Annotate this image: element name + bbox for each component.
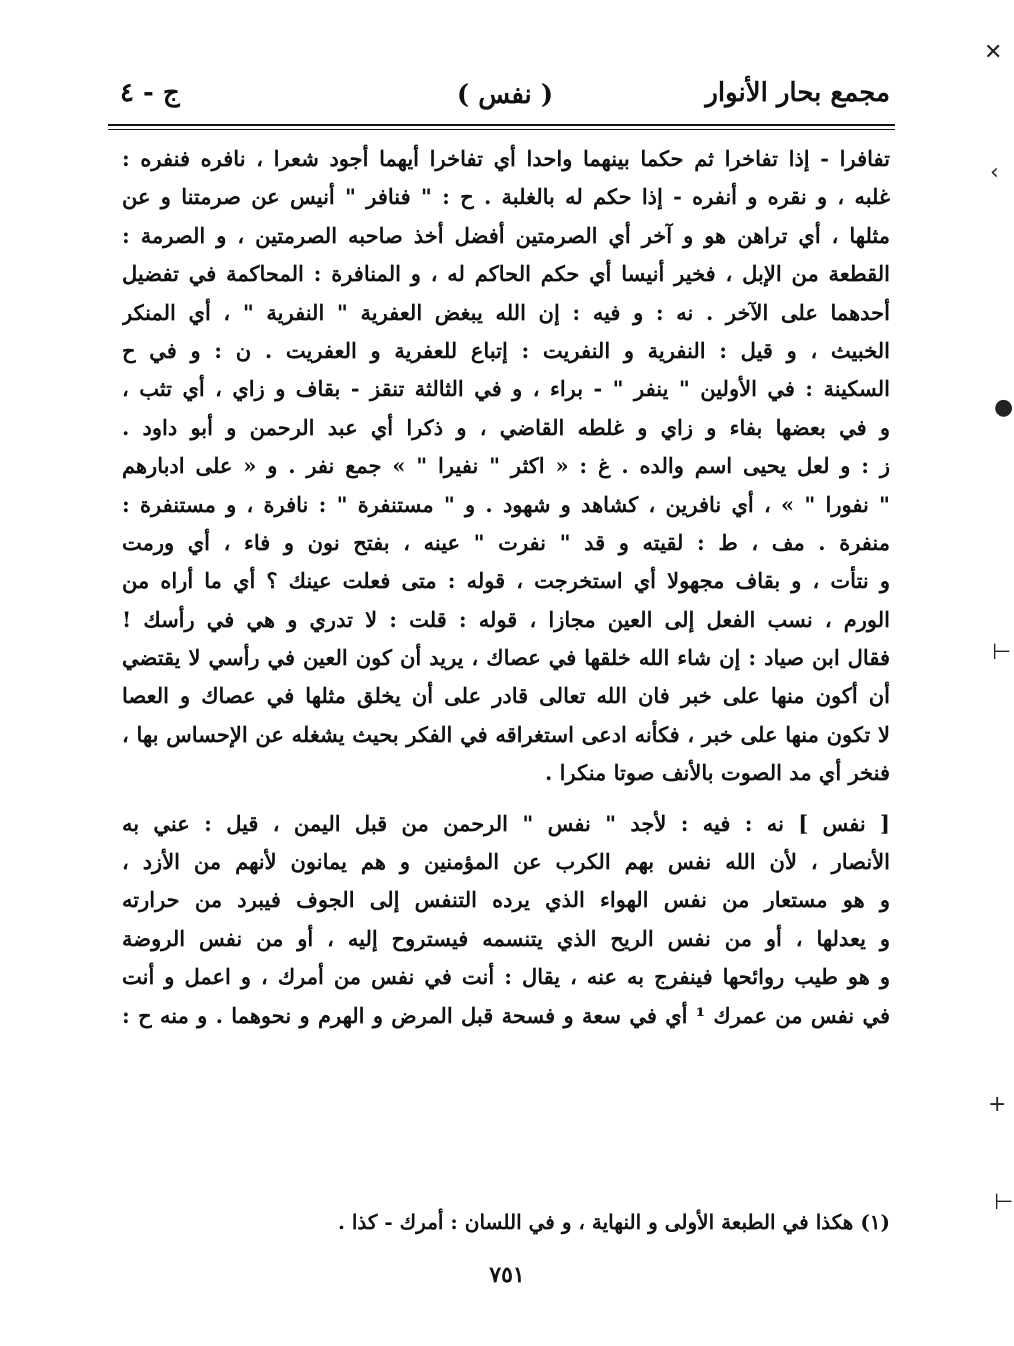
text-line: القطعة من الإبل ، فخير أنيسا أي حكم الحاكم له ، و المنافرة : المحاكمة في تفضيل	[122, 261, 890, 287]
text-line: أحدهما على الآخر . نه : و فيه : إن الله يبغض العفرية " النفرية " ، أي المنكر	[122, 299, 890, 325]
footnote: (١) هكذا في الطبعة الأولى و النهاية ، و في اللسان : أمرك - كذا .	[337, 1210, 890, 1234]
text-line: و في بعضها بفاء و زاي و غلطه القاضي ، و ذكرا أي عبد الرحمن و أبو داود .	[122, 414, 890, 440]
text-line: تفافرا - إذا تفاخرا ثم حكما بينهما واحدا أي تفاخرا أيهما أجود شعرا ، نافره فنفره :	[122, 146, 890, 171]
text-line: منفرة . مف ، ط : لقيته و قد " نفرت " عينه ، بفتح نون و فاء ، أي ورمت	[122, 529, 890, 555]
text-line: و هو مستعار من نفس الهواء الذي يرده التنفس إلى الجوف فيبرد من حرارته	[122, 887, 890, 913]
entry-heading: ( نفس )	[456, 80, 554, 110]
margin-tick-mark: ⊢	[992, 640, 1012, 665]
text-line: فقال ابن صياد : إن شاء الله خلقها في عصاك ، يريد أن كون العين في رأسي لا يقتضي	[122, 645, 890, 671]
text-line: فنخر أي مد الصوت بالأنف صوتا منكرا .	[545, 760, 890, 786]
body-text	[122, 140, 890, 1035]
book-title: مجمع بحار الأنوار	[705, 78, 890, 108]
page-number: ٧٥١	[489, 1262, 525, 1288]
text-line: [ نفس ] نه : فيه : لأجد " نفس " الرحمن من قبل اليمن ، قيل : عني به	[122, 810, 890, 836]
text-line: " نفورا " » ، أي نافرين ، كشاهد و شهود . و " مستنفرة " : نافرة ، و مستنفرة :	[122, 491, 890, 517]
margin-plus-mark: +	[988, 1092, 1007, 1117]
text-line: لا تكون منها على خبر ، فكأنه ادعى استغراقه في الفكر بحيث يشغله عن الإحساس بها ،	[122, 721, 890, 747]
text-line: و هو طيب روائحها فينفرج به عنه ، يقال : أنت في نفس من أمرك ، و اعمل و أنت	[122, 964, 890, 990]
header-rule-thick	[108, 124, 895, 126]
text-line: الأنصار ، لأن الله نفس بهم الكرب عن المؤمنين و هم يمانون لأنهم من الأزد ،	[122, 849, 890, 875]
text-line: في نفس من عمرك ¹ أي في سعة و فسحة قبل المرض و الهرم و نحوهما . و منه ح :	[122, 1002, 890, 1028]
margin-dot-mark: ●	[994, 395, 1014, 420]
margin-cross-mark: ✕	[984, 40, 1003, 65]
text-line: ز : و لعل يحيى اسم والده . غ : « اكثر " نفيرا " » جمع نفر . و « على ادبارهم	[122, 453, 890, 479]
text-line: الخبيث ، و قيل : النفرية و النفريت : إتباع للعفرية و العفريت . ن : و في ح	[122, 337, 890, 363]
text-line: و يعدلها ، أو من نفس الريح الذي يتنسمه فيستروح إليه ، أو من نفس الروضة	[122, 925, 890, 951]
header-rule-thin	[108, 129, 895, 130]
margin-bracket-mark: ‹	[990, 160, 999, 185]
text-line: غلبه ، و نقره و أنفره - إذا حكم له بالغلبة . ح : " فنافر " أنيس عن صرمتنا و عن	[122, 184, 890, 210]
paragraph-gap	[122, 793, 890, 805]
text-line: و نتأت ، و بقاف مجهولا أي استخرجت ، قوله : متى فعلت عينك ؟ أي ما أراه من	[122, 568, 890, 594]
text-line: أن أكون منها على خبر فان الله تعالى قادر على أن يخلق مثلها في عصاك و العصا	[122, 683, 890, 709]
page-header	[120, 78, 890, 122]
text-line: مثلها ، أي تراهن هو و آخر أي الصرمتين أفضل أخذ صاحبه الصرمتين ، و الصرمة :	[122, 222, 890, 248]
text-line: السكينة : في الأولين " ينفر " - براء ، و في الثالثة تنقز - بقاف و زاي ، أي تثب ،	[122, 376, 890, 402]
margin-tick-mark: ⊢	[994, 1190, 1014, 1215]
volume-number: ج - ٤	[120, 78, 180, 108]
text-line: الورم ، نسب الفعل إلى العين مجازا ، قوله : قلت : لا تدري و هي في رأسك !	[122, 606, 890, 632]
